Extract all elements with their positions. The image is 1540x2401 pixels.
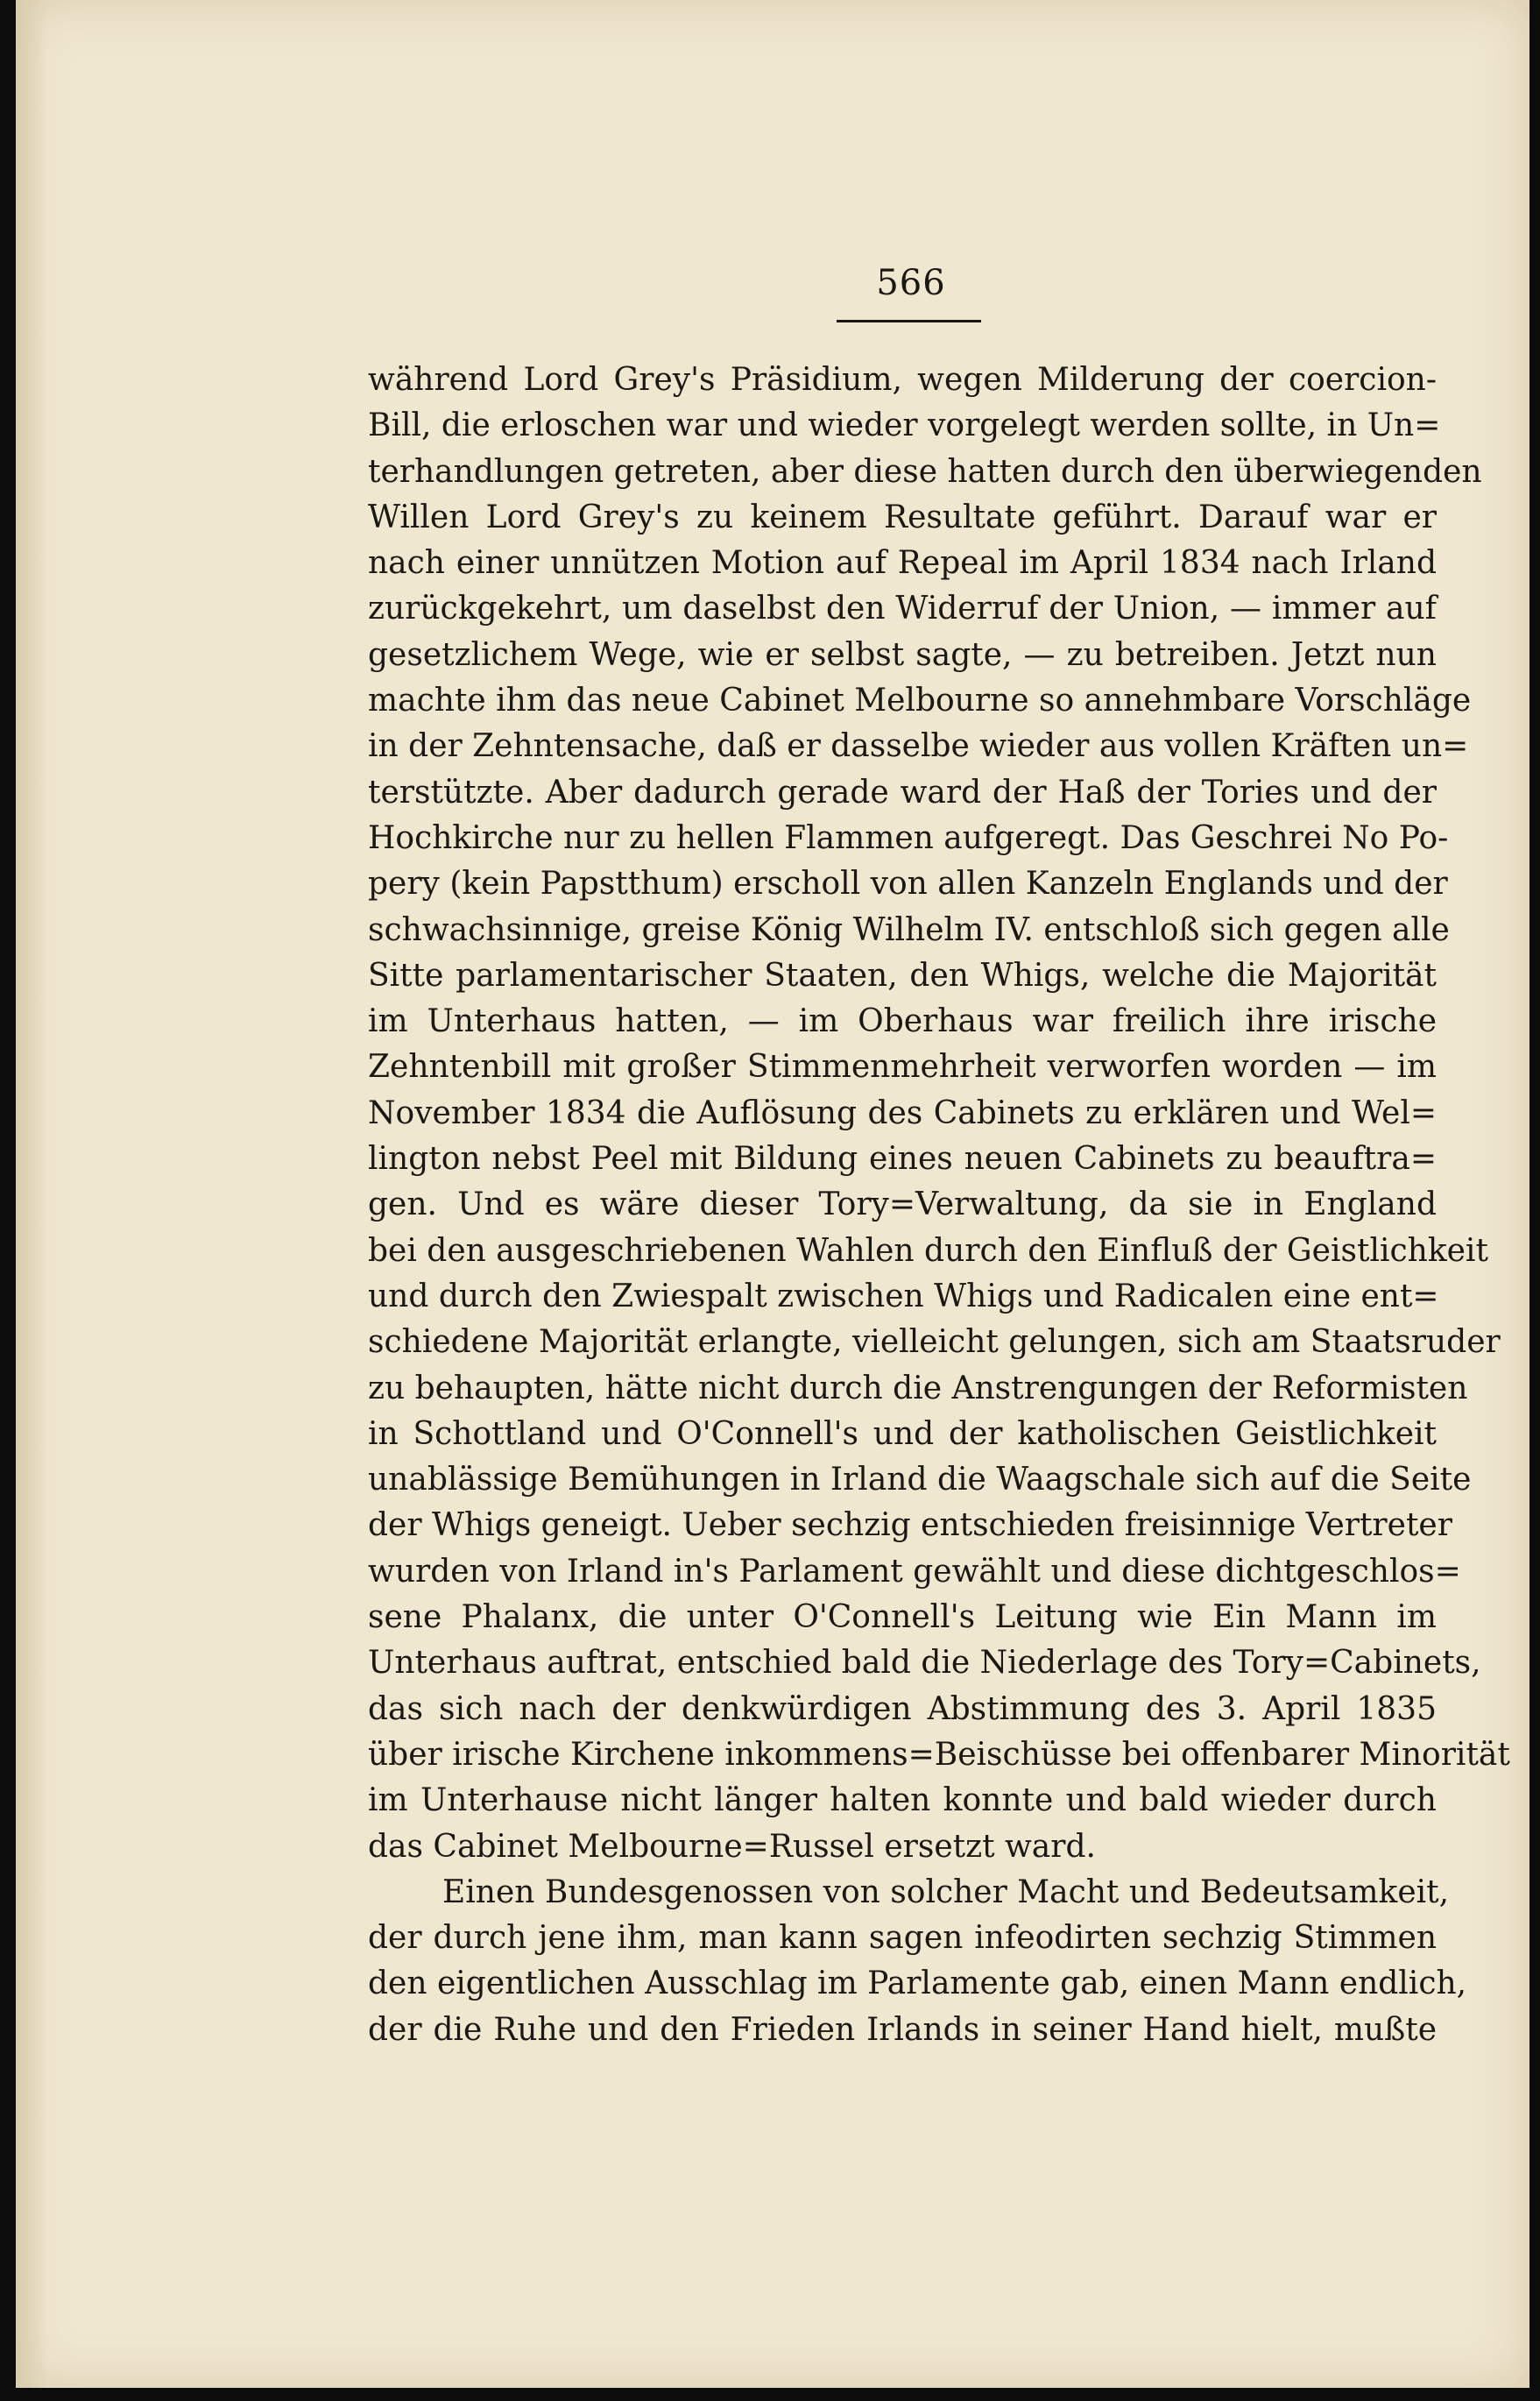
text-line: terstützte. Aber dadurch gerade ward der Haß der Tories und der bbox=[368, 774, 1437, 811]
text-line: gen. Und es wäre dieser Tory=Verwaltung, da sie in England bbox=[368, 1186, 1437, 1223]
text-line: zurückgekehrt, um daselbst den Widerruf der Union, — immer auf bbox=[368, 591, 1437, 627]
text-line: im Unterhause nicht länger halten konnte und bald wieder durch bbox=[368, 1782, 1437, 1819]
text-line: und durch den Zwiespalt zwischen Whigs und Radicalen eine ent= bbox=[368, 1278, 1439, 1314]
text-line: das Cabinet Melbourne=Russel ersetzt ward. bbox=[368, 1828, 1096, 1865]
text-line: Sitte parlamentarischer Staaten, den Whigs, welche die Majorität bbox=[368, 957, 1437, 994]
text-line: Einen Bundesgenossen von solcher Macht und Bedeutsamkeit, bbox=[442, 1873, 1450, 1910]
text-line: terhandlungen getreten, aber diese hatten durch den überwiegenden bbox=[368, 453, 1482, 490]
text-line: wurden von Irland in's Parlament gewählt und diese dichtgeschlos= bbox=[368, 1553, 1461, 1590]
text-line: Unterhaus auftrat, entschied bald die Niederlage des Tory=Cabinets, bbox=[368, 1645, 1481, 1682]
page-edge-shadow bbox=[16, 0, 47, 2388]
text-line: nach einer unnützen Motion auf Repeal im April 1834 nach Irland bbox=[368, 545, 1437, 582]
text-line: während Lord Grey's Präsidium, wegen Milderung der coercion- bbox=[368, 362, 1437, 398]
text-line: in Schottland und O'Connell's und der katholischen Geistlichkeit bbox=[368, 1415, 1437, 1452]
text-line: schiedene Majorität erlangte, vielleicht gelungen, sich am Staatsruder bbox=[368, 1324, 1501, 1361]
text-line: im Unterhaus hatten, — im Oberhaus war freilich ihre irische bbox=[368, 1003, 1437, 1040]
text-line: schwachsinnige, greise König Wilhelm IV. entschloß sich gegen alle bbox=[368, 911, 1450, 948]
text-line: das sich nach der denkwürdigen Abstimmung des 3. April 1835 bbox=[368, 1690, 1437, 1727]
text-line: Hochkirche nur zu hellen Flammen aufgeregt. Das Geschrei No Po- bbox=[368, 819, 1449, 856]
text-line: der durch jene ihm, man kann sagen infeodirten sechzig Stimmen bbox=[368, 1920, 1437, 1957]
text-line: pery (kein Papstthum) erscholl von allen Kanzeln Englands und der bbox=[368, 866, 1448, 903]
text-line: sene Phalanx, die unter O'Connell's Leitung wie Ein Mann im bbox=[368, 1599, 1437, 1636]
text-line: gesetzlichem Wege, wie er selbst sagte, — zu betreiben. Jetzt nun bbox=[368, 636, 1437, 673]
text-line: der die Ruhe und den Frieden Irlands in seiner Hand hielt, mußte bbox=[368, 2011, 1437, 2048]
page-number: 566 bbox=[876, 263, 946, 303]
text-line: unablässige Bemühungen in Irland die Waagschale sich auf die Seite bbox=[368, 1462, 1472, 1498]
body-text bbox=[368, 358, 1510, 2053]
text-line: den eigentlichen Ausschlag im Parlamente gab, einen Mann endlich, bbox=[368, 1965, 1467, 2002]
text-line: in der Zehntensache, daß er dasselbe wieder aus vollen Kräften un= bbox=[368, 728, 1469, 765]
text-line: Zehntenbill mit großer Stimmenmehrheit verworfen worden — im bbox=[368, 1049, 1437, 1086]
text-line: zu behaupten, hätte nicht durch die Anstrengungen der Reformisten bbox=[368, 1370, 1468, 1406]
text-line: lington nebst Peel mit Bildung eines neuen Cabinets zu beauftra= bbox=[368, 1141, 1437, 1178]
text-line: der Whigs geneigt. Ueber sechzig entschieden freisinnige Vertreter bbox=[368, 1507, 1452, 1544]
text-line: November 1834 die Auflösung des Cabinets zu erklären und Wel= bbox=[368, 1094, 1437, 1131]
text-line: über irische Kirchene inkommens=Beischüsse bei offenbarer Minorität bbox=[368, 1736, 1510, 1773]
text-line: machte ihm das neue Cabinet Melbourne so annehmbare Vorschläge bbox=[368, 683, 1472, 719]
page-number-rule bbox=[837, 320, 981, 322]
text-line: Bill, die erloschen war und wieder vorgelegt werden sollte, in Un= bbox=[368, 407, 1441, 444]
text-line: bei den ausgeschriebenen Wahlen durch den Einfluß der Geistlichkeit bbox=[368, 1232, 1488, 1269]
text-line: Willen Lord Grey's zu keinem Resultate geführt. Darauf war er bbox=[368, 499, 1437, 535]
